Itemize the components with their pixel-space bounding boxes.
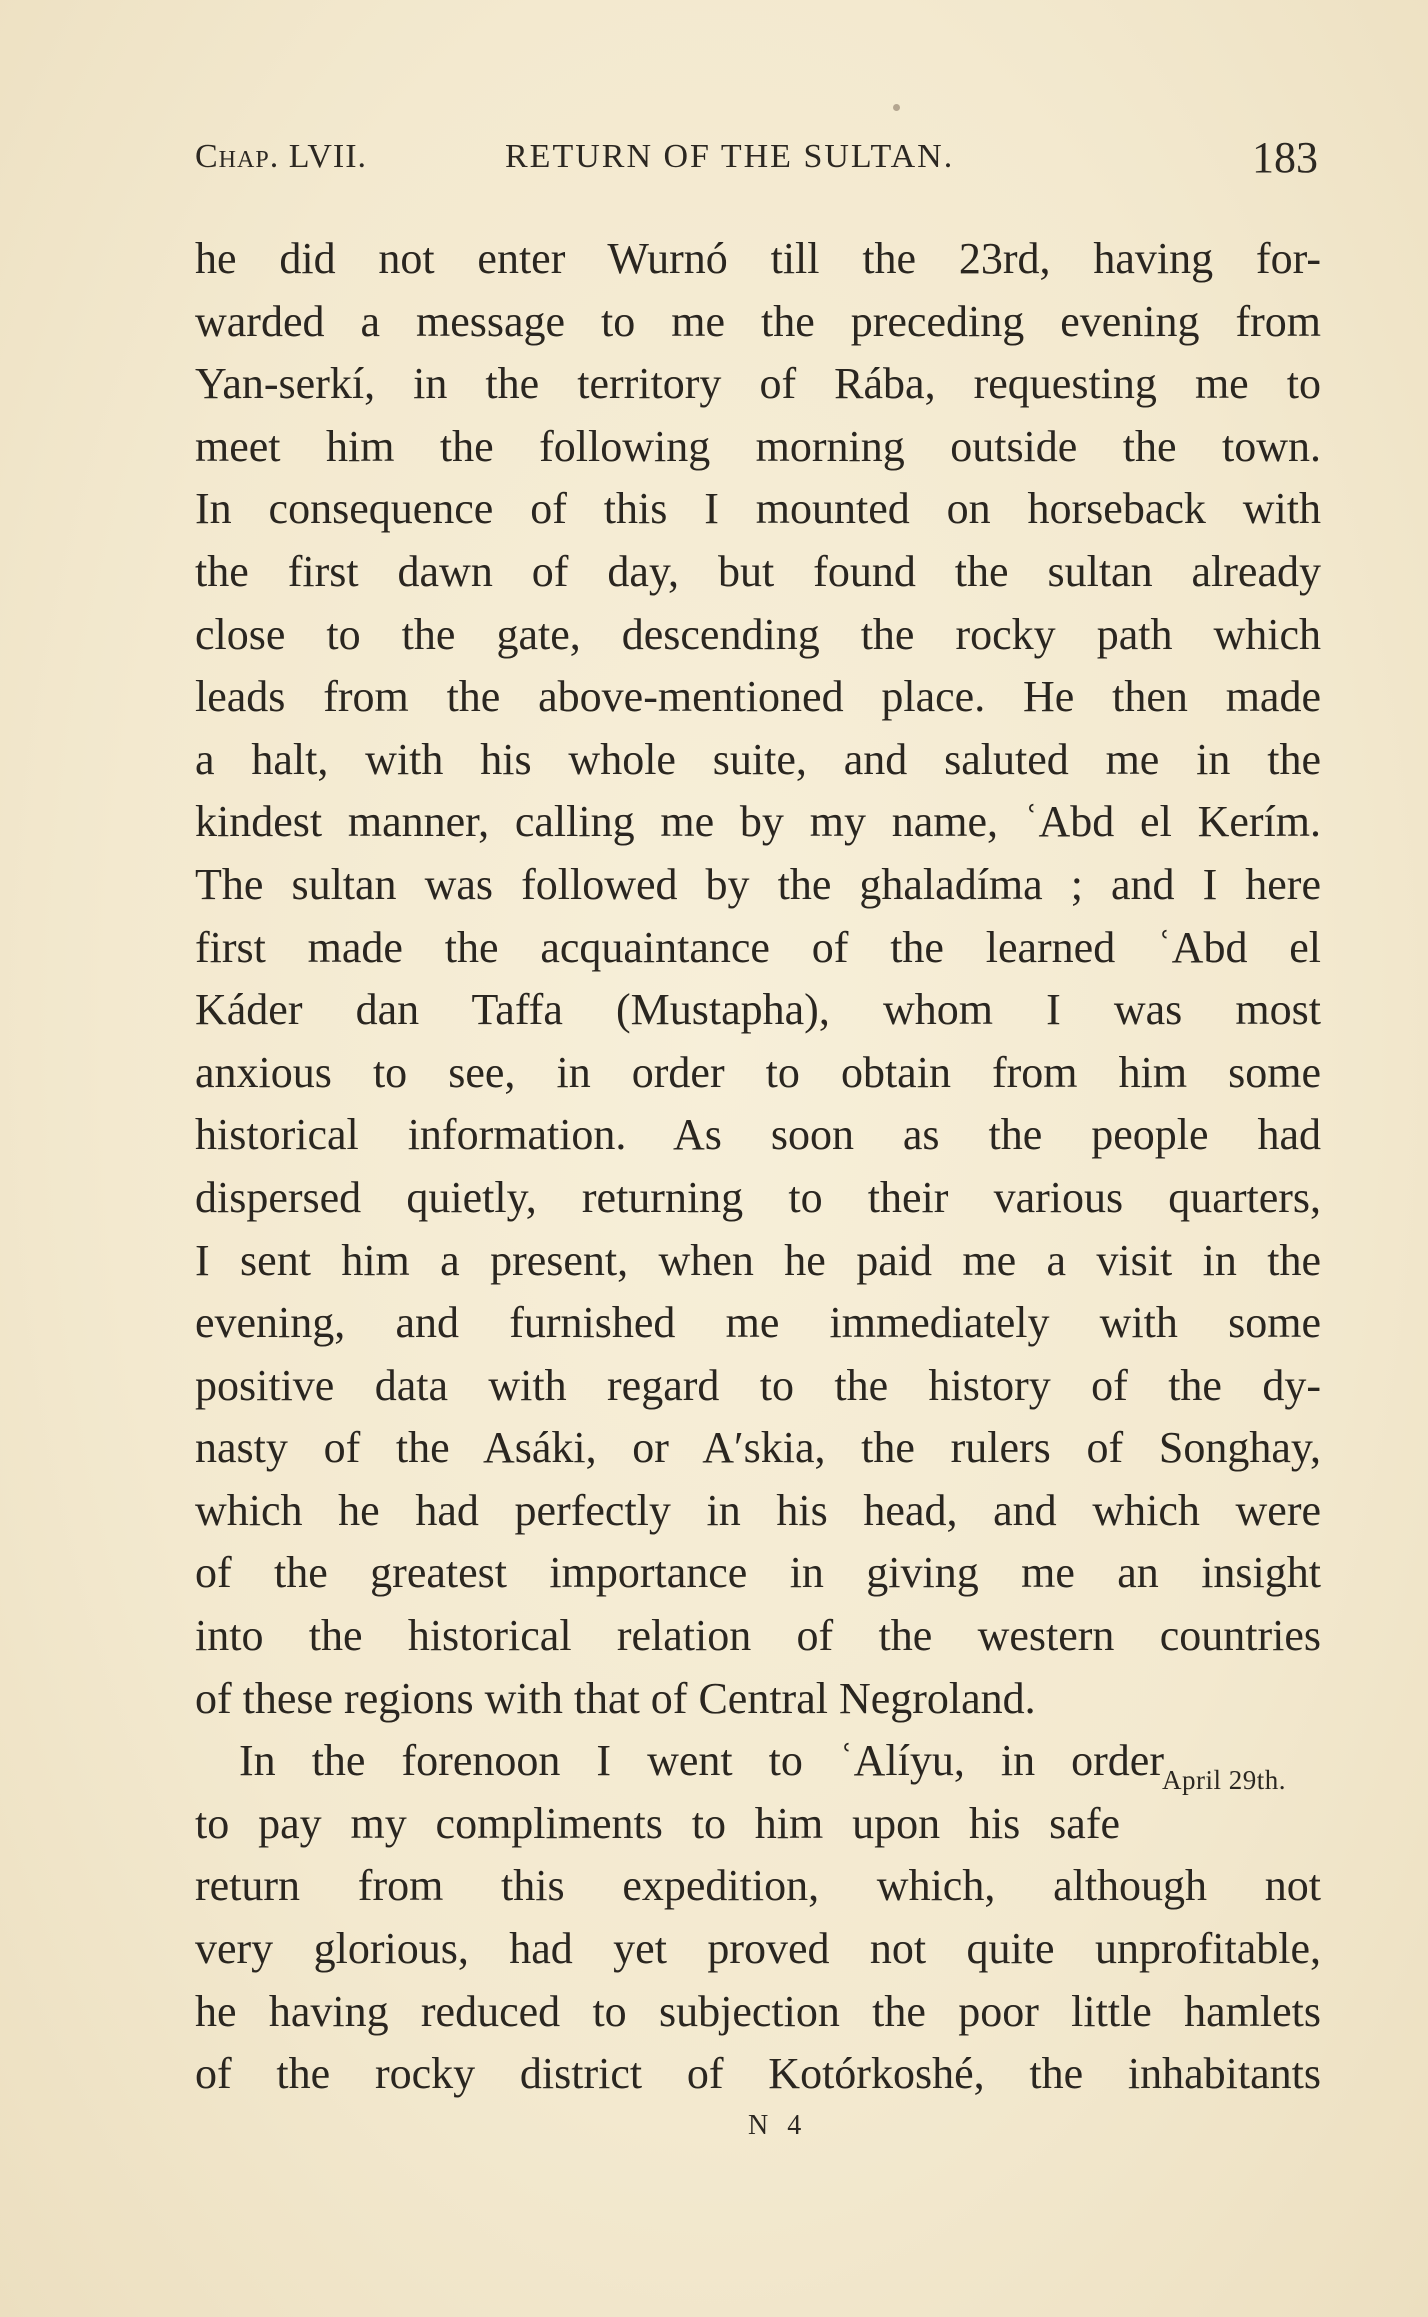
text-line: to pay my compliments to him upon his safe [195, 1798, 1120, 1848]
text-line: of the greatest importance in giving me an insight [195, 1548, 1321, 1598]
text-line: meet him the following morning outside the town. [195, 421, 1321, 471]
text-line: the first dawn of day, but found the sultan already [195, 546, 1321, 596]
running-title: RETURN OF THE SULTAN. [505, 138, 955, 175]
text-line-paragraph-start: In the forenoon I went to ʿAlíyu, in order [239, 1736, 1164, 1786]
text-line: of the rocky district of Kotórkoshé, the inhabitants [195, 2049, 1321, 2099]
text-line: return from this expedition, which, although not [195, 1861, 1321, 1911]
text-line: he did not enter Wurnó till the 23rd, having for- [195, 234, 1321, 283]
text-line: anxious to see, in order to obtain from him some [195, 1047, 1321, 1097]
text-line: Yan-serkí, in the territory of Rába, requesting me to [195, 359, 1321, 409]
text-line: he having reduced to subjection the poor little hamlets [195, 1986, 1321, 2036]
text-line: leads from the above-mentioned place. He then made [195, 672, 1321, 722]
text-line: I sent him a present, when he paid me a visit in the [195, 1235, 1321, 1285]
text-line: into the historical relation of the western countries [195, 1611, 1321, 1661]
text-line: first made the acquaintance of the learned ʿAbd el [195, 922, 1321, 972]
text-line: dispersed quietly, returning to their various quarters, [195, 1172, 1321, 1222]
text-line: warded a message to me the preceding evening from [195, 296, 1321, 346]
text-line: Káder dan Taffa (Mustapha), whom I was most [195, 985, 1321, 1035]
text-line: close to the gate, descending the rocky path which [195, 609, 1321, 659]
text-line: kindest manner, calling me by my name, ʿAbd el Kerím. [195, 797, 1321, 847]
text-line: a halt, with his whole suite, and saluted me in the [195, 734, 1321, 784]
body-text [195, 228, 1321, 2106]
margin-date-note: April 29th. [1162, 1765, 1286, 1795]
text-line: very glorious, had yet proved not quite unprofitable, [195, 1924, 1321, 1974]
text-line: of these regions with that of Central Negroland. [195, 1673, 1036, 1723]
text-line: historical information. As soon as the people had [195, 1110, 1321, 1160]
chapter-label: Chap. LVII. [195, 138, 368, 175]
text-line: evening, and furnished me immediately with some [195, 1298, 1321, 1348]
page-number: 183 [1252, 133, 1318, 182]
text-line: The sultan was followed by the ghaladíma ; and I here [195, 859, 1321, 909]
text-line: In consequence of this I mounted on horseback with [195, 484, 1321, 534]
text-line: nasty of the Asáki, or A′skia, the rulers of Songhay, [195, 1423, 1321, 1473]
ink-speck [893, 104, 900, 111]
signature-mark: N 4 [748, 2110, 808, 2141]
text-line: positive data with regard to the history of the dy- [195, 1360, 1321, 1410]
running-head [195, 132, 1318, 188]
text-line: which he had perfectly in his head, and which were [195, 1485, 1321, 1535]
